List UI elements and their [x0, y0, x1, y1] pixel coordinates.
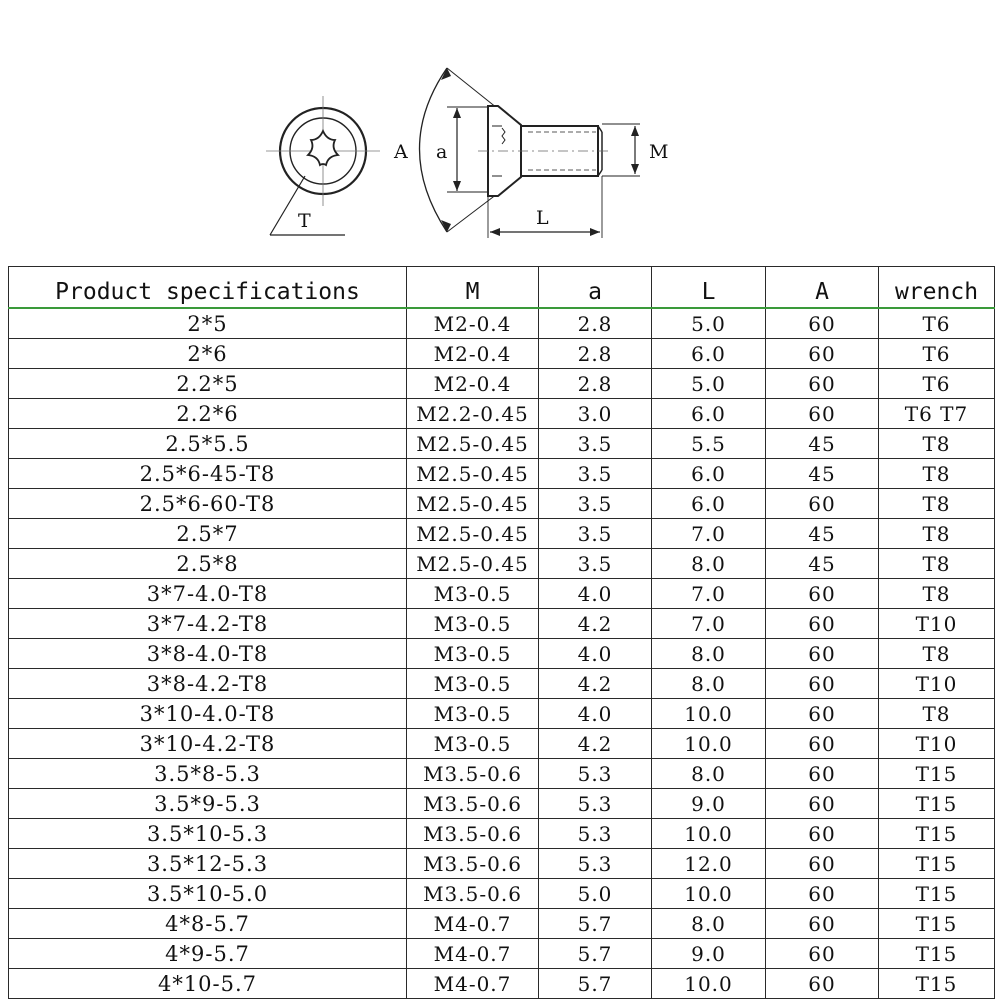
cell-product-spec: 2.2*6 — [9, 399, 407, 429]
cell-head-a: 3.5 — [539, 489, 652, 519]
table-row — [9, 339, 995, 369]
cell-thread-m: M3.5-0.6 — [407, 849, 539, 879]
cell-wrench: T6 T7 — [879, 399, 995, 429]
cell-product-spec: 4*10-5.7 — [9, 969, 407, 999]
dim-label-a-upper: A — [394, 141, 408, 163]
cell-head-a: 2.8 — [539, 369, 652, 399]
cell-angle-a: 45 — [766, 549, 879, 579]
cell-head-a: 5.3 — [539, 789, 652, 819]
cell-angle-a: 60 — [766, 789, 879, 819]
table-row — [9, 669, 995, 699]
cell-product-spec: 3*10-4.2-T8 — [9, 729, 407, 759]
cell-angle-a: 60 — [766, 759, 879, 789]
cell-head-a: 5.3 — [539, 849, 652, 879]
cell-head-a: 2.8 — [539, 308, 652, 339]
table-row — [9, 879, 995, 909]
cell-length-l: 7.0 — [652, 519, 766, 549]
cell-angle-a: 60 — [766, 819, 879, 849]
cell-length-l: 5.5 — [652, 429, 766, 459]
cell-wrench: T8 — [879, 519, 995, 549]
cell-thread-m: M3-0.5 — [407, 609, 539, 639]
cell-angle-a: 60 — [766, 399, 879, 429]
cell-head-a: 4.2 — [539, 669, 652, 699]
cell-product-spec: 2.5*7 — [9, 519, 407, 549]
cell-product-spec: 3.5*12-5.3 — [9, 849, 407, 879]
cell-length-l: 6.0 — [652, 459, 766, 489]
table-row — [9, 819, 995, 849]
table-row — [9, 549, 995, 579]
cell-product-spec: 3.5*8-5.3 — [9, 759, 407, 789]
cell-product-spec: 3*8-4.0-T8 — [9, 639, 407, 669]
cell-head-a: 4.0 — [539, 699, 652, 729]
cell-wrench: T8 — [879, 579, 995, 609]
cell-head-a: 5.7 — [539, 969, 652, 999]
cell-wrench: T8 — [879, 459, 995, 489]
cell-thread-m: M3-0.5 — [407, 579, 539, 609]
cell-length-l: 6.0 — [652, 339, 766, 369]
cell-wrench: T15 — [879, 969, 995, 999]
cell-wrench: T6 — [879, 339, 995, 369]
cell-wrench: T15 — [879, 789, 995, 819]
cell-length-l: 9.0 — [652, 939, 766, 969]
screw-side-view — [420, 68, 641, 238]
cell-angle-a: 60 — [766, 909, 879, 939]
cell-wrench: T8 — [879, 699, 995, 729]
table-row — [9, 609, 995, 639]
table-row — [9, 789, 995, 819]
cell-angle-a: 60 — [766, 639, 879, 669]
cell-length-l: 7.0 — [652, 579, 766, 609]
cell-head-a: 2.8 — [539, 339, 652, 369]
cell-length-l: 10.0 — [652, 969, 766, 999]
cell-angle-a: 45 — [766, 429, 879, 459]
table-row — [9, 489, 995, 519]
cell-wrench: T15 — [879, 909, 995, 939]
cell-thread-m: M3.5-0.6 — [407, 759, 539, 789]
cell-head-a: 5.7 — [539, 939, 652, 969]
table-row — [9, 369, 995, 399]
cell-wrench: T8 — [879, 429, 995, 459]
dim-label-a-lower: a — [436, 141, 448, 163]
cell-head-a: 5.0 — [539, 879, 652, 909]
cell-wrench: T15 — [879, 939, 995, 969]
cell-thread-m: M4-0.7 — [407, 909, 539, 939]
cell-angle-a: 60 — [766, 369, 879, 399]
table-row — [9, 308, 995, 339]
table-row — [9, 519, 995, 549]
cell-length-l: 7.0 — [652, 609, 766, 639]
cell-length-l: 8.0 — [652, 549, 766, 579]
cell-head-a: 4.2 — [539, 609, 652, 639]
cell-thread-m: M2.5-0.45 — [407, 489, 539, 519]
cell-head-a: 5.7 — [539, 909, 652, 939]
cell-head-a: 4.0 — [539, 579, 652, 609]
cell-length-l: 6.0 — [652, 489, 766, 519]
cell-product-spec: 4*9-5.7 — [9, 939, 407, 969]
cell-thread-m: M4-0.7 — [407, 969, 539, 999]
cell-thread-m: M2.2-0.45 — [407, 399, 539, 429]
cell-product-spec: 2.5*5.5 — [9, 429, 407, 459]
cell-angle-a: 45 — [766, 519, 879, 549]
cell-head-a: 4.2 — [539, 729, 652, 759]
spec-table — [8, 266, 995, 999]
cell-angle-a: 60 — [766, 609, 879, 639]
cell-thread-m: M2.5-0.45 — [407, 549, 539, 579]
cell-product-spec: 2*5 — [9, 308, 407, 339]
cell-angle-a: 45 — [766, 459, 879, 489]
cell-angle-a: 60 — [766, 489, 879, 519]
cell-angle-a: 60 — [766, 939, 879, 969]
column-header: M — [407, 267, 539, 309]
cell-length-l: 10.0 — [652, 699, 766, 729]
cell-length-l: 8.0 — [652, 909, 766, 939]
cell-length-l: 10.0 — [652, 879, 766, 909]
cell-length-l: 10.0 — [652, 729, 766, 759]
cell-angle-a: 60 — [766, 308, 879, 339]
cell-length-l: 9.0 — [652, 789, 766, 819]
cell-head-a: 3.0 — [539, 399, 652, 429]
cell-head-a: 3.5 — [539, 549, 652, 579]
cell-thread-m: M2-0.4 — [407, 339, 539, 369]
table-row — [9, 969, 995, 999]
cell-thread-m: M2-0.4 — [407, 369, 539, 399]
cell-length-l: 8.0 — [652, 759, 766, 789]
cell-angle-a: 60 — [766, 849, 879, 879]
cell-wrench: T6 — [879, 369, 995, 399]
cell-wrench: T15 — [879, 759, 995, 789]
cell-length-l: 8.0 — [652, 639, 766, 669]
cell-wrench: T8 — [879, 549, 995, 579]
table-row — [9, 459, 995, 489]
cell-head-a: 3.5 — [539, 519, 652, 549]
cell-angle-a: 60 — [766, 579, 879, 609]
cell-wrench: T15 — [879, 819, 995, 849]
cell-product-spec: 2.5*6-45-T8 — [9, 459, 407, 489]
column-header: A — [766, 267, 879, 309]
column-header: wrench — [879, 267, 995, 309]
cell-product-spec: 3.5*10-5.0 — [9, 879, 407, 909]
column-header: Product specifications — [9, 267, 407, 309]
cell-angle-a: 60 — [766, 729, 879, 759]
screw-technical-drawing — [0, 0, 1000, 262]
cell-thread-m: M3.5-0.6 — [407, 789, 539, 819]
cell-product-spec: 3.5*10-5.3 — [9, 819, 407, 849]
cell-length-l: 10.0 — [652, 819, 766, 849]
cell-head-a: 5.3 — [539, 819, 652, 849]
cell-length-l: 12.0 — [652, 849, 766, 879]
cell-product-spec: 2.5*6-60-T8 — [9, 489, 407, 519]
cell-thread-m: M2.5-0.45 — [407, 429, 539, 459]
cell-angle-a: 60 — [766, 669, 879, 699]
cell-product-spec: 3*10-4.0-T8 — [9, 699, 407, 729]
cell-product-spec: 3.5*9-5.3 — [9, 789, 407, 819]
table-header-row — [9, 267, 995, 309]
cell-product-spec: 3*7-4.0-T8 — [9, 579, 407, 609]
cell-thread-m: M3-0.5 — [407, 669, 539, 699]
cell-product-spec: 3*8-4.2-T8 — [9, 669, 407, 699]
cell-length-l: 6.0 — [652, 399, 766, 429]
cell-wrench: T15 — [879, 879, 995, 909]
cell-wrench: T10 — [879, 729, 995, 759]
spec-table-body — [9, 308, 995, 999]
table-row — [9, 399, 995, 429]
table-row — [9, 699, 995, 729]
dim-label-m: M — [649, 141, 669, 163]
table-row — [9, 639, 995, 669]
dim-label-l: L — [536, 207, 549, 229]
table-row — [9, 759, 995, 789]
cell-head-a: 4.0 — [539, 639, 652, 669]
cell-angle-a: 60 — [766, 879, 879, 909]
cell-product-spec: 2*6 — [9, 339, 407, 369]
cell-thread-m: M3.5-0.6 — [407, 819, 539, 849]
table-row — [9, 849, 995, 879]
cell-head-a: 3.5 — [539, 429, 652, 459]
cell-head-a: 3.5 — [539, 459, 652, 489]
cell-head-a: 5.3 — [539, 759, 652, 789]
cell-thread-m: M2.5-0.45 — [407, 519, 539, 549]
cell-thread-m: M4-0.7 — [407, 939, 539, 969]
dim-label-t: T — [298, 210, 311, 232]
cell-thread-m: M2.5-0.45 — [407, 459, 539, 489]
cell-thread-m: M2-0.4 — [407, 308, 539, 339]
torx-star-icon — [308, 131, 338, 165]
cell-product-spec: 2.2*5 — [9, 369, 407, 399]
cell-length-l: 5.0 — [652, 369, 766, 399]
cell-product-spec: 3*7-4.2-T8 — [9, 609, 407, 639]
table-row — [9, 429, 995, 459]
column-header: L — [652, 267, 766, 309]
cell-angle-a: 60 — [766, 699, 879, 729]
cell-wrench: T15 — [879, 849, 995, 879]
cell-thread-m: M3.5-0.6 — [407, 879, 539, 909]
cell-thread-m: M3-0.5 — [407, 639, 539, 669]
table-row — [9, 579, 995, 609]
cell-thread-m: M3-0.5 — [407, 699, 539, 729]
cell-length-l: 5.0 — [652, 308, 766, 339]
column-header: a — [539, 267, 652, 309]
cell-angle-a: 60 — [766, 339, 879, 369]
cell-wrench: T10 — [879, 669, 995, 699]
cell-thread-m: M3-0.5 — [407, 729, 539, 759]
cell-wrench: T10 — [879, 609, 995, 639]
table-row — [9, 909, 995, 939]
cell-wrench: T8 — [879, 489, 995, 519]
cell-angle-a: 60 — [766, 969, 879, 999]
table-row — [9, 729, 995, 759]
cell-wrench: T8 — [879, 639, 995, 669]
cell-product-spec: 2.5*8 — [9, 549, 407, 579]
cell-length-l: 8.0 — [652, 669, 766, 699]
cell-wrench: T6 — [879, 308, 995, 339]
torx-head-top-view — [266, 96, 380, 235]
table-row — [9, 939, 995, 969]
cell-product-spec: 4*8-5.7 — [9, 909, 407, 939]
